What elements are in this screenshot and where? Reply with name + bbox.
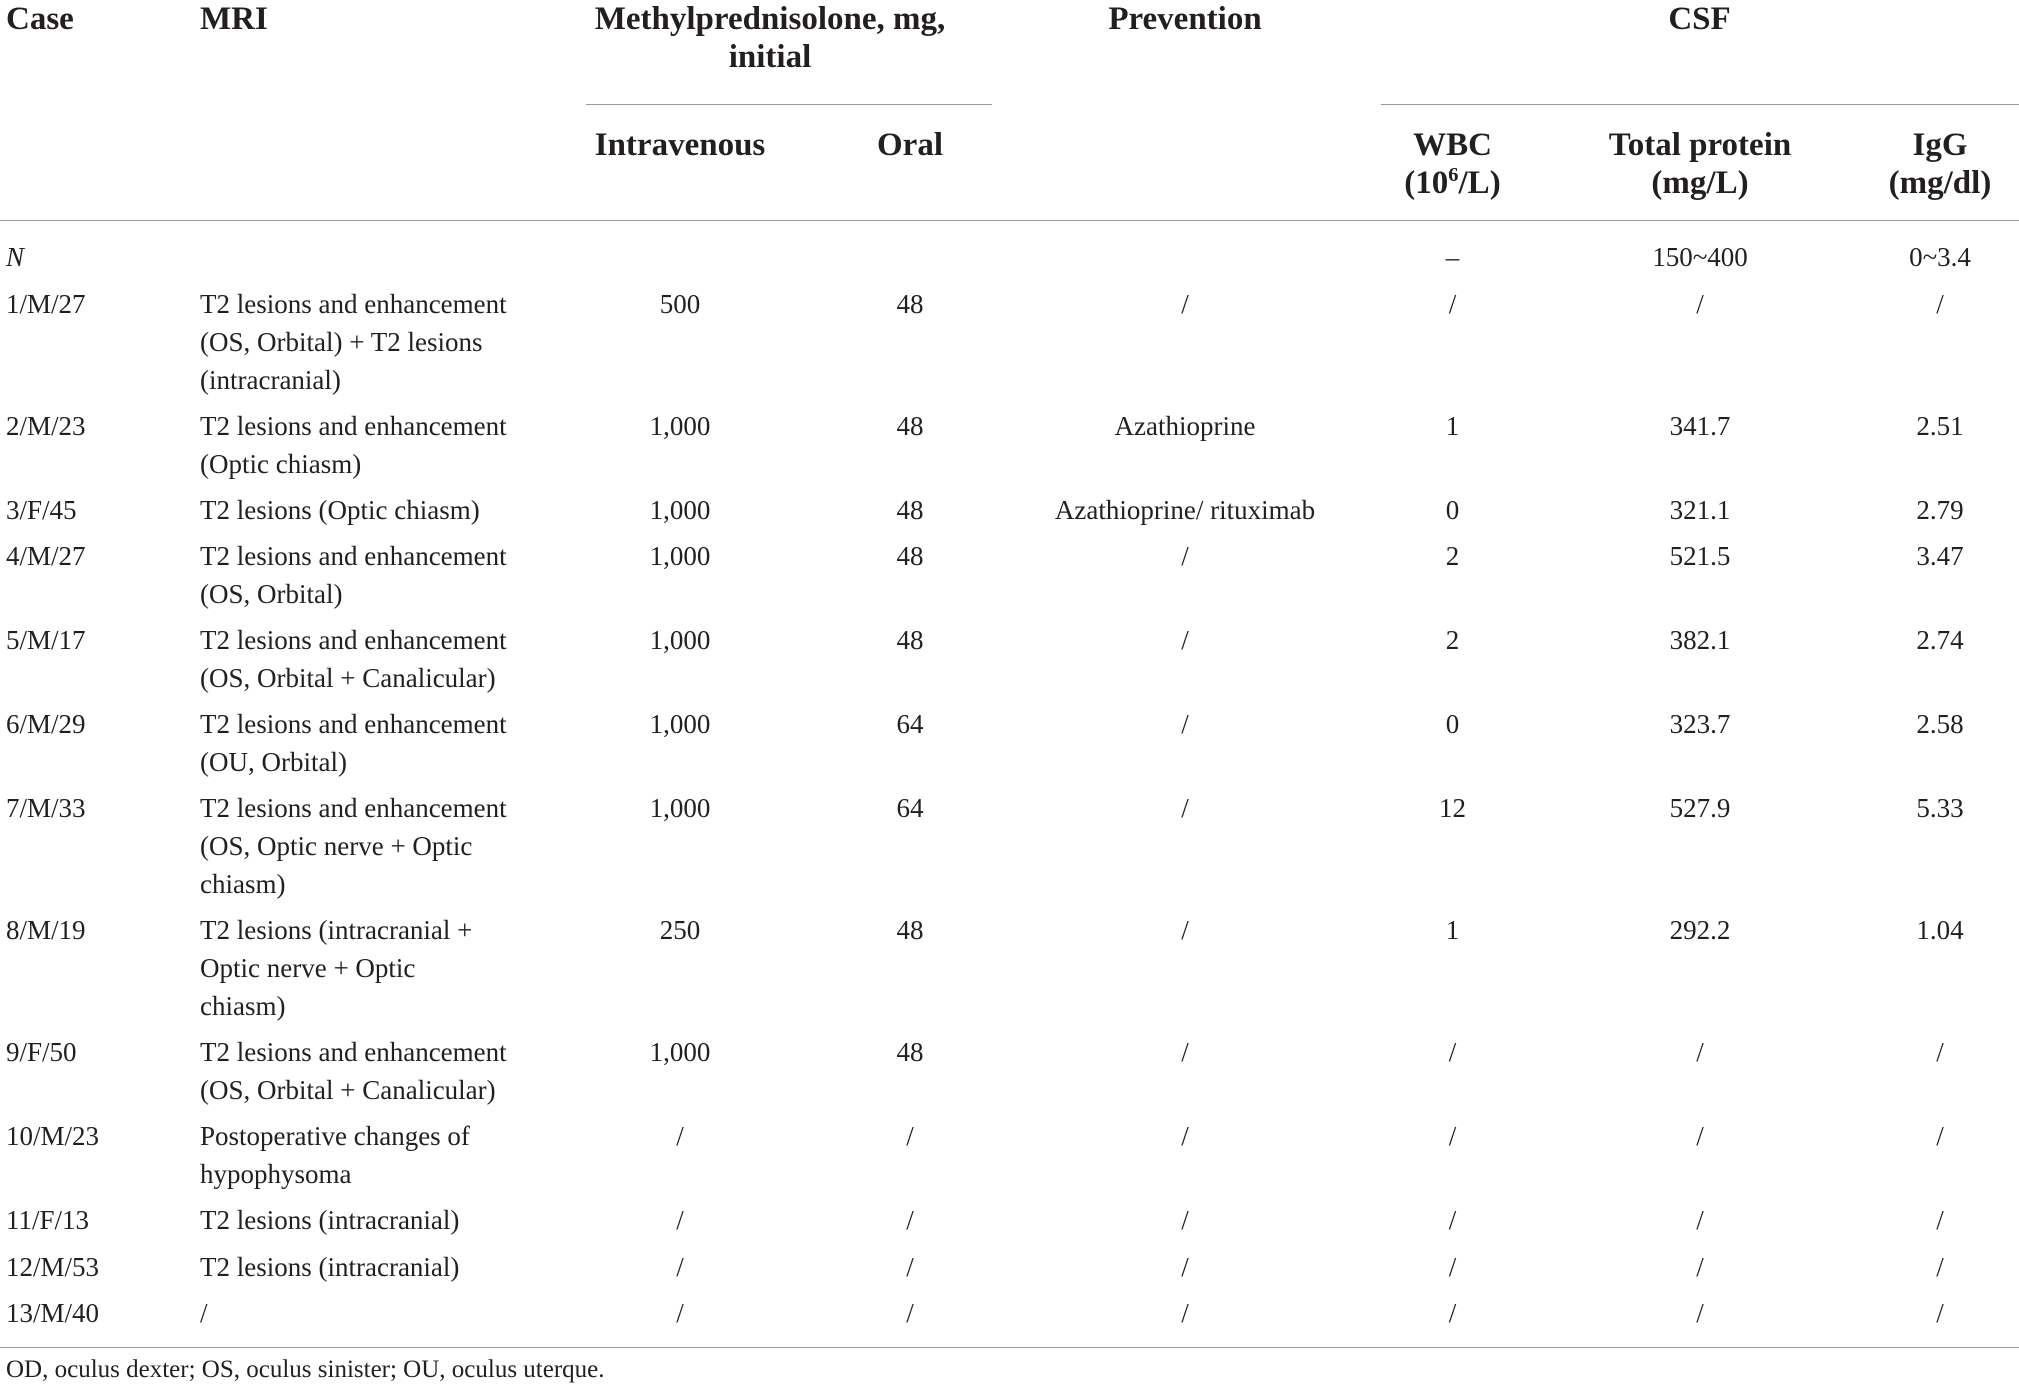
row-2-intravenous: 1,000 xyxy=(649,411,711,441)
row-6-wbc: 0 xyxy=(1445,709,1460,739)
row-6-intravenous: 1,000 xyxy=(649,709,711,739)
row-3-wbc: 0 xyxy=(1445,495,1460,525)
table-bottom-rule xyxy=(0,1347,2019,1348)
row-9-case: 9/F/50 xyxy=(6,1037,77,1067)
row-10-wbc: / xyxy=(1448,1121,1457,1151)
row-13-oral: / xyxy=(906,1298,914,1328)
normal-row-case: N xyxy=(6,242,25,272)
row-12-case: 12/M/53 xyxy=(6,1252,100,1282)
row-9-intravenous: 1,000 xyxy=(649,1037,711,1067)
row-11-case: 11/F/13 xyxy=(6,1205,90,1235)
row-7-case: 7/M/33 xyxy=(6,793,86,823)
row-11-igg: / xyxy=(1936,1205,1944,1235)
row-11-total-protein: / xyxy=(1696,1205,1704,1235)
row-12-mri: T2 lesions (intracranial) xyxy=(200,1252,460,1282)
row-5-intravenous: 1,000 xyxy=(649,625,711,655)
row-3-mri: T2 lesions (Optic chiasm) xyxy=(200,495,480,525)
row-8-mri: T2 lesions (intracranial + Optic nerve + Optic chiasm) xyxy=(200,915,473,1021)
row-12-igg: / xyxy=(1936,1252,1944,1282)
row-3-intravenous: 1,000 xyxy=(649,495,711,525)
header-wbc-label: WBC xyxy=(1413,127,1492,163)
row-8-wbc: 1 xyxy=(1445,915,1460,945)
row-12-total-protein: / xyxy=(1696,1252,1704,1282)
row-7-oral: 64 xyxy=(896,793,924,823)
row-13-case: 13/M/40 xyxy=(6,1298,100,1328)
row-4-wbc: 2 xyxy=(1445,541,1460,571)
row-10-intravenous: / xyxy=(676,1121,684,1151)
row-1-wbc: / xyxy=(1448,289,1457,319)
header-intravenous: Intravenous xyxy=(594,127,766,163)
header-total-protein-label: Total protein xyxy=(1608,127,1792,163)
row-5-igg: 2.74 xyxy=(1916,625,1964,655)
row-6-oral: 64 xyxy=(896,709,924,739)
table-footnote: OD, oculus dexter; OS, oculus sinister; OU, oculus uterque. xyxy=(6,1356,605,1383)
methylprednisolone-rule xyxy=(586,104,992,105)
row-8-igg: 1.04 xyxy=(1916,915,1964,945)
row-13-wbc: / xyxy=(1448,1298,1457,1328)
row-7-mri: T2 lesions and enhancement (OS, Optic nerve + Optic chiasm) xyxy=(200,793,507,899)
row-9-prevention: / xyxy=(1181,1037,1189,1067)
row-12-prevention: / xyxy=(1181,1252,1189,1282)
row-5-case: 5/M/17 xyxy=(6,625,86,655)
row-11-mri: T2 lesions (intracranial) xyxy=(200,1205,460,1235)
header-case: Case xyxy=(6,1,74,37)
row-1-intravenous: 500 xyxy=(659,289,701,319)
row-5-total-protein: 382.1 xyxy=(1669,625,1731,655)
header-igg-label: IgG xyxy=(1912,127,1968,163)
row-2-igg: 2.51 xyxy=(1916,411,1964,441)
normal-row-igg: 0~3.4 xyxy=(1909,242,1971,272)
row-2-prevention: Azathioprine xyxy=(1114,411,1256,441)
row-10-igg: / xyxy=(1936,1121,1944,1151)
row-1-igg: / xyxy=(1936,289,1944,319)
row-3-oral: 48 xyxy=(896,495,924,525)
row-6-case: 6/M/29 xyxy=(6,709,86,739)
header-igg xyxy=(1860,126,2019,202)
row-9-mri: T2 lesions and enhancement (OS, Orbital + Canalicular) xyxy=(200,1037,507,1105)
row-3-prevention: Azathioprine/ rituximab xyxy=(1054,495,1316,525)
row-8-oral: 48 xyxy=(896,915,924,945)
row-11-wbc: / xyxy=(1448,1205,1457,1235)
row-6-mri: T2 lesions and enhancement (OU, Orbital) xyxy=(200,709,507,777)
header-bottom-rule xyxy=(0,220,2019,221)
row-4-igg: 3.47 xyxy=(1916,541,1964,571)
csf-rule xyxy=(1381,104,2019,105)
header-csf: CSF xyxy=(1668,1,1731,37)
header-methylprednisolone: Methylprednisolone, mg, initial xyxy=(594,1,946,75)
row-13-total-protein: / xyxy=(1696,1298,1704,1328)
row-1-total-protein: / xyxy=(1696,289,1704,319)
header-prevention: Prevention xyxy=(1108,1,1262,37)
row-12-oral: / xyxy=(906,1252,914,1282)
row-5-mri: T2 lesions and enhancement (OS, Orbital + Canalicular) xyxy=(200,625,507,693)
row-5-prevention: / xyxy=(1181,625,1189,655)
row-9-oral: 48 xyxy=(896,1037,924,1067)
row-3-total-protein: 321.1 xyxy=(1669,495,1731,525)
header-total-protein-unit: (mg/L) xyxy=(1651,165,1749,201)
row-8-total-protein: 292.2 xyxy=(1669,915,1731,945)
row-11-oral: / xyxy=(906,1205,914,1235)
row-7-intravenous: 1,000 xyxy=(649,793,711,823)
row-8-case: 8/M/19 xyxy=(6,915,86,945)
row-1-mri: T2 lesions and enhancement (OS, Orbital) + T2 lesions (intracranial) xyxy=(200,289,507,395)
row-3-igg: 2.79 xyxy=(1916,495,1964,525)
header-wbc-unit: $(10^6/L)$ xyxy=(1404,164,1501,201)
row-6-igg: 2.58 xyxy=(1916,709,1964,739)
row-4-total-protein: 521.5 xyxy=(1669,541,1731,571)
header-total-protein xyxy=(1570,126,1830,202)
header-wbc xyxy=(1360,126,1545,202)
row-1-case: 1/M/27 xyxy=(6,289,86,319)
row-2-total-protein: 341.7 xyxy=(1669,411,1731,441)
row-10-case: 10/M/23 xyxy=(6,1121,100,1151)
row-12-intravenous: / xyxy=(676,1252,684,1282)
row-7-prevention: / xyxy=(1181,793,1189,823)
row-4-intravenous: 1,000 xyxy=(649,541,711,571)
row-6-prevention: / xyxy=(1181,709,1189,739)
row-4-mri: T2 lesions and enhancement (OS, Orbital) xyxy=(200,541,507,609)
row-2-mri: T2 lesions and enhancement (Optic chiasm) xyxy=(200,411,507,479)
row-3-case: 3/F/45 xyxy=(6,495,77,525)
row-9-total-protein: / xyxy=(1696,1037,1704,1067)
row-1-oral: 48 xyxy=(896,289,924,319)
row-7-total-protein: 527.9 xyxy=(1669,793,1731,823)
row-7-wbc: 12 xyxy=(1439,793,1466,823)
normal-row-wbc: – xyxy=(1445,242,1460,272)
row-10-mri: Postoperative changes of hypophysoma xyxy=(200,1121,470,1189)
row-11-prevention: / xyxy=(1181,1205,1189,1235)
row-4-prevention: / xyxy=(1181,541,1189,571)
row-10-oral: / xyxy=(906,1121,914,1151)
row-6-total-protein: 323.7 xyxy=(1669,709,1731,739)
header-igg-unit: (mg/dl) xyxy=(1888,165,1992,201)
row-5-wbc: 2 xyxy=(1445,625,1460,655)
row-2-wbc: 1 xyxy=(1445,411,1460,441)
row-4-oral: 48 xyxy=(896,541,924,571)
row-9-wbc: / xyxy=(1448,1037,1457,1067)
row-10-prevention: / xyxy=(1181,1121,1189,1151)
row-13-mri: / xyxy=(200,1298,208,1328)
row-12-wbc: / xyxy=(1448,1252,1457,1282)
row-4-case: 4/M/27 xyxy=(6,541,86,571)
row-9-igg: / xyxy=(1936,1037,1944,1067)
row-8-intravenous: 250 xyxy=(659,915,701,945)
row-8-prevention: / xyxy=(1181,915,1189,945)
row-2-case: 2/M/23 xyxy=(6,411,86,441)
header-mri: MRI xyxy=(200,1,268,37)
row-7-igg: 5.33 xyxy=(1916,793,1964,823)
row-2-oral: 48 xyxy=(896,411,924,441)
row-13-igg: / xyxy=(1936,1298,1944,1328)
row-10-total-protein: / xyxy=(1696,1121,1704,1151)
row-1-prevention: / xyxy=(1181,289,1189,319)
header-oral: Oral xyxy=(877,127,943,163)
row-5-oral: 48 xyxy=(896,625,924,655)
row-11-intravenous: / xyxy=(676,1205,684,1235)
row-13-intravenous: / xyxy=(676,1298,684,1328)
normal-row-total-protein: 150~400 xyxy=(1652,242,1748,272)
row-13-prevention: / xyxy=(1181,1298,1189,1328)
